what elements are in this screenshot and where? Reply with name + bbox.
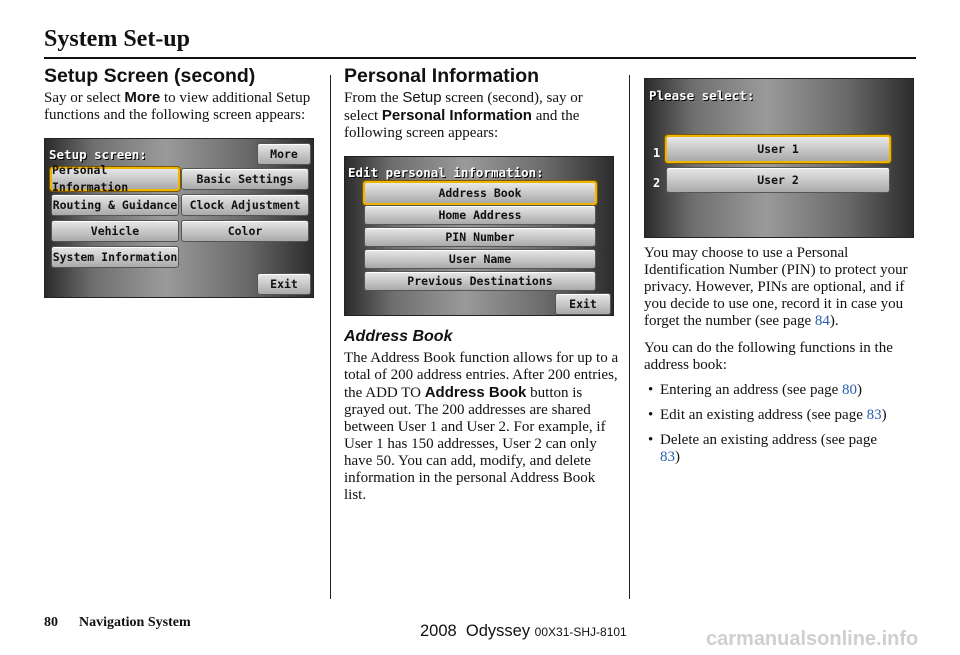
address-book-button[interactable]: Address Book [363, 181, 597, 205]
intro-text-2: screen (second), say or select [344, 90, 583, 124]
address-book-subheading: Address Book [344, 328, 453, 345]
title-rule [44, 57, 916, 59]
user-2-button[interactable]: User 2 [666, 167, 890, 193]
setup-screen-heading: Setup Screen (second) [44, 65, 256, 87]
page-number: 80 [44, 615, 58, 630]
pin-text: You may choose to use a Personal Identification Number (PIN) to protect your privacy. However, PINs are optional, and if you decide to use one, record it in case you forget the number (see page [644, 245, 908, 329]
list-item [644, 432, 884, 466]
list-item [644, 407, 916, 424]
bullet-end: ) [857, 382, 863, 398]
body-text-2: button is grayed out. The 200 addresses are shared between User 1 and User 2. For example, if User 1 has 150 addresses, User 2 can only have 50. You can add, modify, and delete information in the personal Address Book list. [344, 385, 606, 503]
bullet-text: Entering an address (see page [660, 382, 843, 398]
personal-information-button[interactable]: Personal Information [50, 167, 180, 191]
functions-list [644, 382, 916, 466]
setup-intro [44, 89, 319, 124]
pin-text-end: ). [829, 313, 839, 329]
clock-adjustment-button[interactable]: Clock Adjustment [181, 194, 309, 216]
model-label [420, 622, 627, 641]
functions-paragraph: You can do the following functions in the address book: [644, 340, 893, 373]
personal-information-keyword: Personal Information [381, 107, 532, 124]
please-select-title: Please select: [649, 88, 755, 103]
personal-info-intro [344, 89, 620, 142]
setup-screen-image [44, 138, 314, 298]
column-divider-1 [330, 75, 331, 599]
previous-destinations-button[interactable]: Previous Destinations [364, 271, 596, 291]
bullet-end: ) [881, 407, 887, 423]
pin-paragraph [644, 245, 916, 330]
personal-information-heading: Personal Information [344, 65, 540, 87]
vehicle-button[interactable]: Vehicle [51, 220, 179, 242]
watermark: carmanualsonline.info [706, 628, 919, 650]
please-select-screen-image [644, 78, 914, 238]
edit-personal-info-screen-image [344, 156, 614, 316]
page-83-link[interactable]: 83 [660, 449, 675, 465]
edit-personal-info-title: Edit personal information: [348, 165, 544, 180]
setup-screen-title: Setup screen: [49, 147, 147, 162]
page-84-link[interactable]: 84 [814, 313, 830, 329]
section-name: Navigation System [79, 615, 191, 630]
page-80-link[interactable]: 80 [842, 382, 858, 398]
basic-settings-button[interactable]: Basic Settings [181, 168, 309, 190]
user-1-number: 1 [653, 146, 661, 160]
color-button[interactable]: Color [181, 220, 309, 242]
user-2-number: 2 [653, 176, 661, 190]
user-name-button[interactable]: User Name [364, 249, 596, 269]
list-item [644, 382, 916, 399]
intro-text: From the [344, 90, 403, 106]
routing-guidance-button[interactable]: Routing & Guidance [51, 194, 179, 216]
model-name: Odyssey [465, 622, 531, 640]
body-text: The Address Book function allows for up to a total of 200 address entries. After 200 entries, the ADD TO [344, 350, 619, 401]
intro-text-2: to view additional Setup functions and the following screen appears: [44, 90, 311, 123]
page-title: System Set-up [44, 26, 191, 52]
exit-button[interactable]: Exit [555, 293, 611, 315]
bullet-end: ) [675, 449, 680, 465]
bullet-text: Edit an existing address (see page [660, 407, 867, 423]
system-information-button[interactable]: System Information [51, 246, 179, 268]
intro-text: Say or select [44, 90, 125, 106]
right-column [644, 78, 916, 466]
left-column [44, 65, 319, 298]
home-address-button[interactable]: Home Address [364, 205, 596, 225]
more-keyword: More [124, 89, 161, 106]
setup-keyword: Setup [402, 89, 442, 106]
exit-button[interactable]: Exit [257, 273, 311, 295]
bullet-text: Delete an existing address (see page [660, 432, 877, 448]
middle-column [344, 65, 620, 504]
user-1-button[interactable]: User 1 [665, 135, 891, 163]
model-year: 2008 [420, 622, 457, 640]
part-code: 00X31-SHJ-8101 [534, 625, 627, 639]
more-button[interactable]: More [257, 143, 311, 165]
address-book-body [344, 350, 620, 504]
address-book-keyword: Address Book [424, 384, 527, 401]
intro-text-3: and the following screen appears: [344, 108, 580, 141]
column-divider-2 [629, 75, 630, 599]
pin-number-button[interactable]: PIN Number [364, 227, 596, 247]
page-83-link[interactable]: 83 [866, 407, 882, 423]
